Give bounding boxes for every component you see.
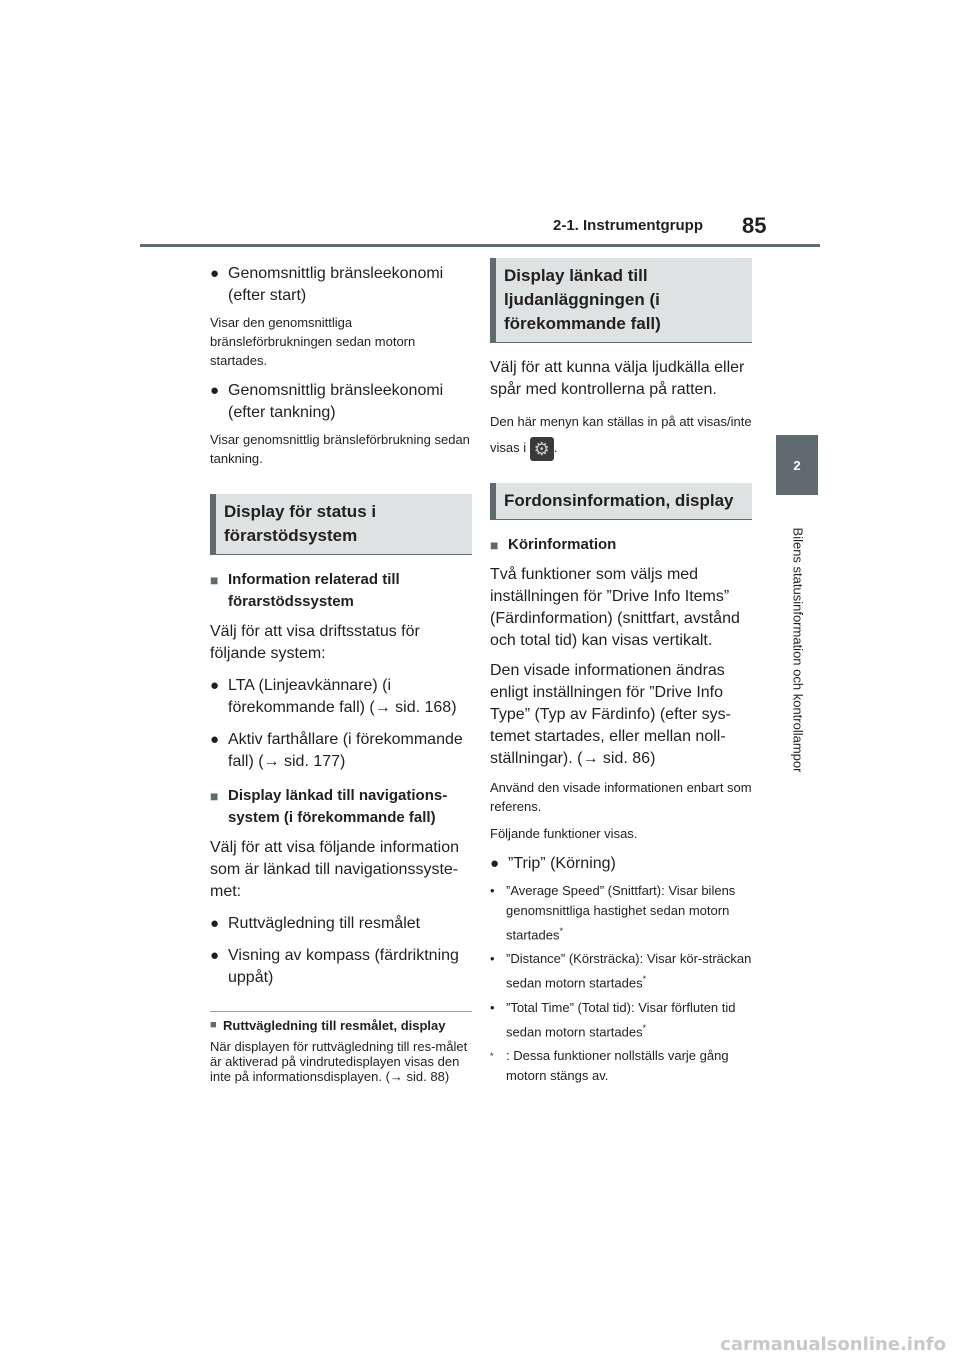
dash-item: • ”Distance” (Körsträcka): Visar kör-sträckan sedan motorn startades* [490,951,752,991]
bullet-icon: ● [490,855,500,872]
bullet-icon: ● [210,265,220,282]
paragraph: Välj för att kunna välja ljudkälla eller spår med kontrollerna på ratten. [490,359,745,398]
dash-item: • ”Total Time” (Total tid): Visar förfluten tid sedan motorn startades* [490,999,736,1039]
bullet-item: ● Genomsnittlig bränsleekonomi (efter start) [210,263,472,307]
footnote: * : Dessa funktioner nollställs varje gång motorn stängs av. [490,1047,729,1083]
bullet-icon: ● [210,731,220,748]
description: Använd den visade informationen enbart som referens. [490,780,752,814]
bullet-icon: ● [210,915,220,932]
chapter-tab: 2 [776,435,818,495]
section-box-heading: Display för status i förarstödsystem [210,494,472,555]
section-box-heading: Fordonsinformation, display [490,483,752,520]
subheading: ■ Information relaterad till förarstödssystem [210,569,472,613]
subheading: ■ Display länkad till navigations-system (i förekommande fall) [210,785,472,829]
bullet-item: ● Ruttvägledning till resmålet [210,913,472,935]
page-number: 85 [742,213,767,238]
paragraph: Välj för att visa driftsstatus för följande system: [210,623,420,662]
description: Visar den genomsnittliga bränsleförbrukningen sedan motorn startades. [210,315,416,368]
section-title: 2-1. Instrumentgrupp [553,217,704,234]
square-icon: ■ [210,788,219,804]
gear-icon: ⚙ [530,437,554,461]
bullet-item: ● ”Trip” (Körning) [490,853,752,875]
subheading: ■ Körinformation [490,534,752,556]
bullet-item: ● Aktiv farthållare (i förekommande fall) (→ sid. 177) [210,729,472,773]
paragraph: Den visade informationen ändras enligt inställningen för ”Drive Info Type” (Typ av Färdinfo) (efter sys-temet startades, eller mellan noll-ställningar). (→ sid. 86) [490,662,731,767]
note-heading: ■ Ruttvägledning till resmålet, display [210,1018,446,1033]
paragraph: Välj för att visa följande information som är länkad till navigationssyste-met: [210,839,460,900]
bullet-item: ● Genomsnittlig bränsleekonomi (efter tankning) [210,380,472,424]
bullet-item: ● LTA (Linjeavkännare) (i förekommande fall) (→ sid. 168) [210,675,472,719]
header-divider [140,244,820,247]
square-icon: ■ [210,1019,217,1031]
right-column [490,258,752,1090]
square-icon: ■ [490,537,499,553]
bullet-item: ● Visning av kompass (färdriktning uppåt) [210,945,472,989]
bullet-icon: ● [210,382,220,399]
chapter-title [758,505,838,795]
left-column [210,253,472,1084]
note-divider [210,1011,472,1012]
square-icon: ■ [210,572,219,588]
description: Visar genomsnittlig bränsleförbrukning sedan tankning. [210,432,470,466]
dash-item: • ”Average Speed” (Snittfart): Visar bilens genomsnittliga hastighet sedan motorn startades* [490,883,736,943]
description: Den här menyn kan ställas in på att visas/inte visas i ⚙ . [490,414,752,459]
description: Följande funktioner visas. [490,826,638,841]
chapter-title-text: Bilens statusinformation och kontrollampor [790,527,806,773]
watermark-logo: carmanualsonline.info [720,1334,946,1355]
bullet-icon: ● [210,677,220,694]
section-box-heading: Display länkad till ljudanläggningen (i förekommande fall) [490,258,752,343]
paragraph: Två funktioner som väljs med inställningen för ”Drive Info Items” (Färdinformation) (snittfart, avstånd och total tid) kan visas vertikalt. [490,566,740,649]
bullet-icon: ● [210,947,220,964]
note-text: När displayen för ruttvägledning till res-målet är aktiverad på vindrutedisplayen visas den inte på informationsdisplayen. (→ sid. 88) [210,1039,468,1084]
